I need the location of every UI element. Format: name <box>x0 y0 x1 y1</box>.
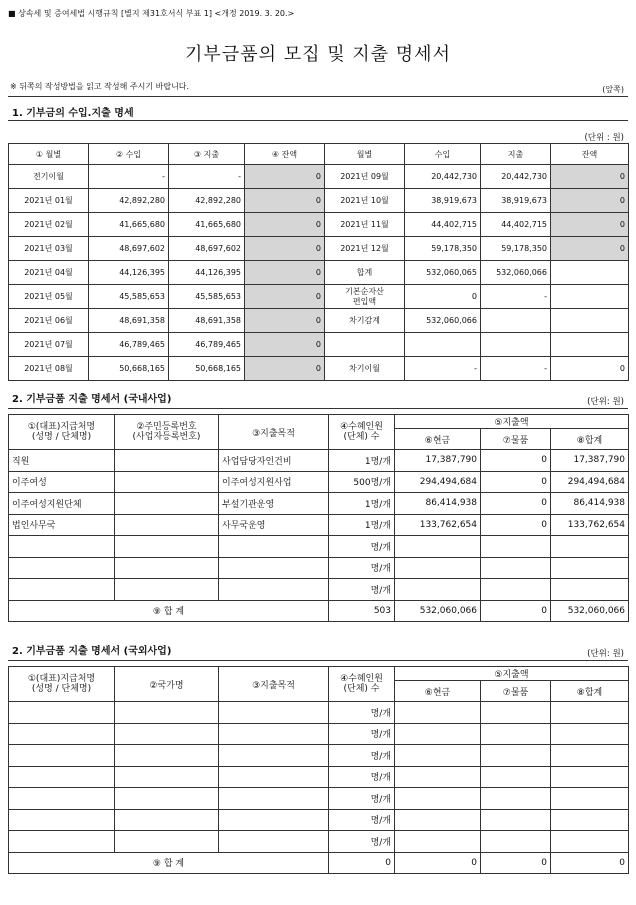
month-cell: 차기감계 <box>325 309 405 333</box>
purpose-cell <box>219 723 329 745</box>
column-header: ③ 지출 <box>169 144 245 165</box>
column-header: ③지출목적 <box>219 667 329 702</box>
expense-cell: 45,585,653 <box>169 285 245 309</box>
expense-cell: 48,697,602 <box>169 237 245 261</box>
sum-row <box>9 852 629 873</box>
income-cell: - <box>89 165 169 189</box>
income-cell: 41,665,680 <box>89 213 169 237</box>
expense-cell: 48,691,358 <box>169 309 245 333</box>
recipient-cell <box>9 766 115 788</box>
column-header: ② 수입 <box>89 144 169 165</box>
month-cell: 2021년 02월 <box>9 213 89 237</box>
country-cell <box>115 745 219 767</box>
section1-unit: (단위 : 원) <box>584 133 624 143</box>
table-row <box>9 261 629 285</box>
balance-cell: 0 <box>245 237 325 261</box>
section2-unit: (단위: 원) <box>587 397 624 407</box>
page-title: 기부금품의 모집 및 지출 명세서 <box>185 44 451 65</box>
income-cell: 44,126,395 <box>89 261 169 285</box>
recipient-cell <box>9 831 115 853</box>
divider <box>8 96 628 97</box>
income-cell: 0 <box>405 285 481 309</box>
table-header-row <box>9 415 629 429</box>
purpose-cell <box>219 745 329 767</box>
sum-goods: 0 <box>481 852 551 873</box>
regno-cell <box>115 471 219 493</box>
sum-label: ⑨ 합 계 <box>9 600 329 621</box>
balance-cell: 0 <box>551 213 629 237</box>
income-cell: 48,697,602 <box>89 237 169 261</box>
purpose-cell: 이주여성지원사업 <box>219 471 329 493</box>
cash-cell <box>395 536 481 558</box>
cash-cell <box>395 766 481 788</box>
balance-cell <box>551 333 629 357</box>
table-row <box>9 809 629 831</box>
expense-cell: 46,789,465 <box>169 333 245 357</box>
total-cell: 294,494,684 <box>551 471 629 493</box>
sum-count: 0 <box>329 852 395 873</box>
count-cell: 명/개 <box>329 723 395 745</box>
total-cell <box>551 745 629 767</box>
table-header-row <box>9 667 629 681</box>
income-cell: 20,442,730 <box>405 165 481 189</box>
purpose-cell: 사무국운영 <box>219 514 329 536</box>
expense-cell: - <box>481 357 551 381</box>
country-cell <box>115 788 219 810</box>
table-row <box>9 702 629 724</box>
income-cell: 44,402,715 <box>405 213 481 237</box>
sum-goods: 0 <box>481 600 551 621</box>
table-row <box>9 357 629 381</box>
goods-cell <box>481 557 551 579</box>
balance-cell: 0 <box>245 189 325 213</box>
expense-cell: 50,668,165 <box>169 357 245 381</box>
table-row <box>9 471 629 493</box>
purpose-cell <box>219 831 329 853</box>
goods-cell <box>481 809 551 831</box>
domestic-expense-table <box>8 414 629 622</box>
table-row <box>9 285 629 309</box>
balance-cell: 0 <box>245 285 325 309</box>
count-cell: 명/개 <box>329 702 395 724</box>
column-header: ④수혜인원 (단체) 수 <box>329 667 395 702</box>
month-cell: 합계 <box>325 261 405 285</box>
count-cell: 명/개 <box>329 557 395 579</box>
regno-cell <box>115 514 219 536</box>
expense-cell: 44,402,715 <box>481 213 551 237</box>
form-reference-note: ■ 상속세 및 증여세법 시행규칙 [별지 제31호서식 부표 1] <개정 2019. 3. 20.> <box>8 9 295 18</box>
goods-cell <box>481 788 551 810</box>
month-cell: 2021년 03월 <box>9 237 89 261</box>
purpose-cell <box>219 557 329 579</box>
month-cell: 2021년 06월 <box>9 309 89 333</box>
balance-cell: 0 <box>245 165 325 189</box>
section1-title: 1. 기부금의 수입.지출 명세 <box>12 108 134 119</box>
cash-cell: 294,494,684 <box>395 471 481 493</box>
table-row <box>9 536 629 558</box>
column-header: 지출 <box>481 144 551 165</box>
month-cell: 2021년 05월 <box>9 285 89 309</box>
balance-cell: 0 <box>245 261 325 285</box>
column-header: ①(대표)지급처명 (성명 / 단체명) <box>9 667 115 702</box>
recipient-cell <box>9 723 115 745</box>
total-cell <box>551 788 629 810</box>
column-header: ②국가명 <box>115 667 219 702</box>
month-cell: 2021년 08월 <box>9 357 89 381</box>
recipient-cell <box>9 788 115 810</box>
table-row <box>9 579 629 601</box>
regno-cell <box>115 536 219 558</box>
cash-cell: 86,414,938 <box>395 493 481 515</box>
goods-cell <box>481 745 551 767</box>
month-cell: 2021년 09월 <box>325 165 405 189</box>
overseas-expense-table <box>8 666 629 874</box>
balance-cell: 0 <box>245 357 325 381</box>
regno-cell <box>115 579 219 601</box>
income-cell: 42,892,280 <box>89 189 169 213</box>
month-cell: 2021년 04월 <box>9 261 89 285</box>
column-header: ① 월별 <box>9 144 89 165</box>
income-cell: 59,178,350 <box>405 237 481 261</box>
regno-cell <box>115 557 219 579</box>
total-cell <box>551 766 629 788</box>
balance-cell: 0 <box>551 357 629 381</box>
expense-cell: - <box>481 285 551 309</box>
column-header: 월별 <box>325 144 405 165</box>
divider <box>8 660 628 661</box>
column-header: ⑦물품 <box>481 429 551 450</box>
column-header: ①(대표)지급처명 (성명 / 단체명) <box>9 415 115 450</box>
recipient-cell <box>9 557 115 579</box>
goods-cell <box>481 579 551 601</box>
balance-cell <box>551 309 629 333</box>
purpose-cell: 사업담당자인건비 <box>219 450 329 472</box>
cash-cell <box>395 831 481 853</box>
table-row <box>9 309 629 333</box>
goods-cell: 0 <box>481 450 551 472</box>
month-cell: 2021년 01월 <box>9 189 89 213</box>
column-header: ②주민등록번호 (사업자등록번호) <box>115 415 219 450</box>
column-header: ④수혜인원 (단체) 수 <box>329 415 395 450</box>
goods-cell <box>481 723 551 745</box>
recipient-cell <box>9 745 115 767</box>
month-cell: 2021년 12월 <box>325 237 405 261</box>
count-cell: 1명/개 <box>329 450 395 472</box>
expense-cell: - <box>169 165 245 189</box>
expense-cell: 20,442,730 <box>481 165 551 189</box>
column-header: ④ 잔액 <box>245 144 325 165</box>
month-cell: 전기이월 <box>9 165 89 189</box>
count-cell: 명/개 <box>329 809 395 831</box>
instruction-note: ※ 뒤쪽의 작성방법을 읽고 작성해 주시기 바랍니다. <box>10 82 190 91</box>
month-cell: 차기이월 <box>325 357 405 381</box>
table-row <box>9 514 629 536</box>
purpose-cell <box>219 788 329 810</box>
goods-cell <box>481 831 551 853</box>
recipient-cell: 법인사무국 <box>9 514 115 536</box>
divider <box>8 120 628 121</box>
cash-cell <box>395 579 481 601</box>
page-side-label: (앞쪽) <box>602 85 624 94</box>
column-header: ⑥현금 <box>395 429 481 450</box>
income-expense-table <box>8 143 629 381</box>
total-cell <box>551 702 629 724</box>
recipient-cell <box>9 579 115 601</box>
total-cell <box>551 831 629 853</box>
purpose-cell <box>219 766 329 788</box>
count-cell: 명/개 <box>329 766 395 788</box>
cash-cell <box>395 788 481 810</box>
recipient-cell: 이주여성 <box>9 471 115 493</box>
balance-cell: 0 <box>551 165 629 189</box>
purpose-cell <box>219 702 329 724</box>
month-cell: 2021년 11월 <box>325 213 405 237</box>
column-header: ⑤지출액 <box>395 667 629 681</box>
income-cell: 532,060,066 <box>405 309 481 333</box>
expense-cell <box>481 333 551 357</box>
income-cell: 532,060,065 <box>405 261 481 285</box>
column-header: ⑤지출액 <box>395 415 629 429</box>
goods-cell: 0 <box>481 493 551 515</box>
goods-cell: 0 <box>481 514 551 536</box>
table-row <box>9 557 629 579</box>
balance-cell: 0 <box>245 333 325 357</box>
count-cell: 1명/개 <box>329 493 395 515</box>
recipient-cell: 이주여성지원단체 <box>9 493 115 515</box>
total-cell: 86,414,938 <box>551 493 629 515</box>
balance-cell: 0 <box>551 237 629 261</box>
cash-cell <box>395 723 481 745</box>
sum-cash: 532,060,066 <box>395 600 481 621</box>
total-cell: 17,387,790 <box>551 450 629 472</box>
count-cell: 명/개 <box>329 579 395 601</box>
cash-cell <box>395 557 481 579</box>
country-cell <box>115 809 219 831</box>
purpose-cell <box>219 579 329 601</box>
recipient-cell: 직원 <box>9 450 115 472</box>
expense-cell <box>481 309 551 333</box>
total-cell <box>551 809 629 831</box>
purpose-cell: 부설기관운영 <box>219 493 329 515</box>
country-cell <box>115 831 219 853</box>
month-cell: 기본순자산 편입액 <box>325 285 405 309</box>
table-row <box>9 766 629 788</box>
table-row <box>9 237 629 261</box>
table-row <box>9 745 629 767</box>
column-header: 잔액 <box>551 144 629 165</box>
purpose-cell <box>219 536 329 558</box>
recipient-cell <box>9 809 115 831</box>
balance-cell: 0 <box>245 213 325 237</box>
expense-cell: 44,126,395 <box>169 261 245 285</box>
purpose-cell <box>219 809 329 831</box>
expense-cell: 59,178,350 <box>481 237 551 261</box>
balance-cell <box>551 261 629 285</box>
income-cell: 38,919,673 <box>405 189 481 213</box>
table-row <box>9 450 629 472</box>
count-cell: 1명/개 <box>329 514 395 536</box>
table-row <box>9 723 629 745</box>
total-cell: 133,762,654 <box>551 514 629 536</box>
count-cell: 명/개 <box>329 788 395 810</box>
country-cell <box>115 702 219 724</box>
table-row <box>9 493 629 515</box>
total-cell <box>551 557 629 579</box>
sum-row <box>9 600 629 621</box>
regno-cell <box>115 450 219 472</box>
sum-label: ⑨ 합 계 <box>9 852 329 873</box>
cash-cell: 133,762,654 <box>395 514 481 536</box>
total-cell <box>551 579 629 601</box>
month-cell <box>325 333 405 357</box>
expense-cell: 532,060,066 <box>481 261 551 285</box>
income-cell: 48,691,358 <box>89 309 169 333</box>
total-cell <box>551 536 629 558</box>
recipient-cell <box>9 702 115 724</box>
count-cell: 명/개 <box>329 536 395 558</box>
table-row <box>9 831 629 853</box>
count-cell: 500명/개 <box>329 471 395 493</box>
section3-unit: (단위: 원) <box>587 649 624 659</box>
column-header: ③지출목적 <box>219 415 329 450</box>
divider <box>8 408 628 409</box>
table-row <box>9 333 629 357</box>
section2-title: 2. 기부금품 지출 명세서 (국내사업) <box>12 394 172 405</box>
table-row <box>9 189 629 213</box>
income-cell <box>405 333 481 357</box>
total-cell <box>551 723 629 745</box>
sum-cash: 0 <box>395 852 481 873</box>
goods-cell: 0 <box>481 471 551 493</box>
expense-cell: 38,919,673 <box>481 189 551 213</box>
income-cell: 46,789,465 <box>89 333 169 357</box>
table-row <box>9 165 629 189</box>
sum-total: 532,060,066 <box>551 600 629 621</box>
column-header: ⑥현금 <box>395 681 481 702</box>
sum-count: 503 <box>329 600 395 621</box>
cash-cell <box>395 809 481 831</box>
country-cell <box>115 766 219 788</box>
column-header: ⑦물품 <box>481 681 551 702</box>
table-header-row <box>9 144 629 165</box>
income-cell: 50,668,165 <box>89 357 169 381</box>
month-cell: 2021년 07월 <box>9 333 89 357</box>
count-cell: 명/개 <box>329 831 395 853</box>
income-cell: 45,585,653 <box>89 285 169 309</box>
cash-cell: 17,387,790 <box>395 450 481 472</box>
income-cell: - <box>405 357 481 381</box>
table-row <box>9 213 629 237</box>
regno-cell <box>115 493 219 515</box>
expense-cell: 42,892,280 <box>169 189 245 213</box>
balance-cell: 0 <box>245 309 325 333</box>
column-header: 수입 <box>405 144 481 165</box>
country-cell <box>115 723 219 745</box>
goods-cell <box>481 536 551 558</box>
goods-cell <box>481 702 551 724</box>
count-cell: 명/개 <box>329 745 395 767</box>
recipient-cell <box>9 536 115 558</box>
balance-cell: 0 <box>551 189 629 213</box>
goods-cell <box>481 766 551 788</box>
column-header: ⑧합계 <box>551 429 629 450</box>
balance-cell <box>551 285 629 309</box>
month-cell: 2021년 10월 <box>325 189 405 213</box>
table-row <box>9 788 629 810</box>
section3-title: 2. 기부금품 지출 명세서 (국외사업) <box>12 646 172 657</box>
column-header: ⑧합계 <box>551 681 629 702</box>
expense-cell: 41,665,680 <box>169 213 245 237</box>
cash-cell <box>395 702 481 724</box>
cash-cell <box>395 745 481 767</box>
sum-total: 0 <box>551 852 629 873</box>
